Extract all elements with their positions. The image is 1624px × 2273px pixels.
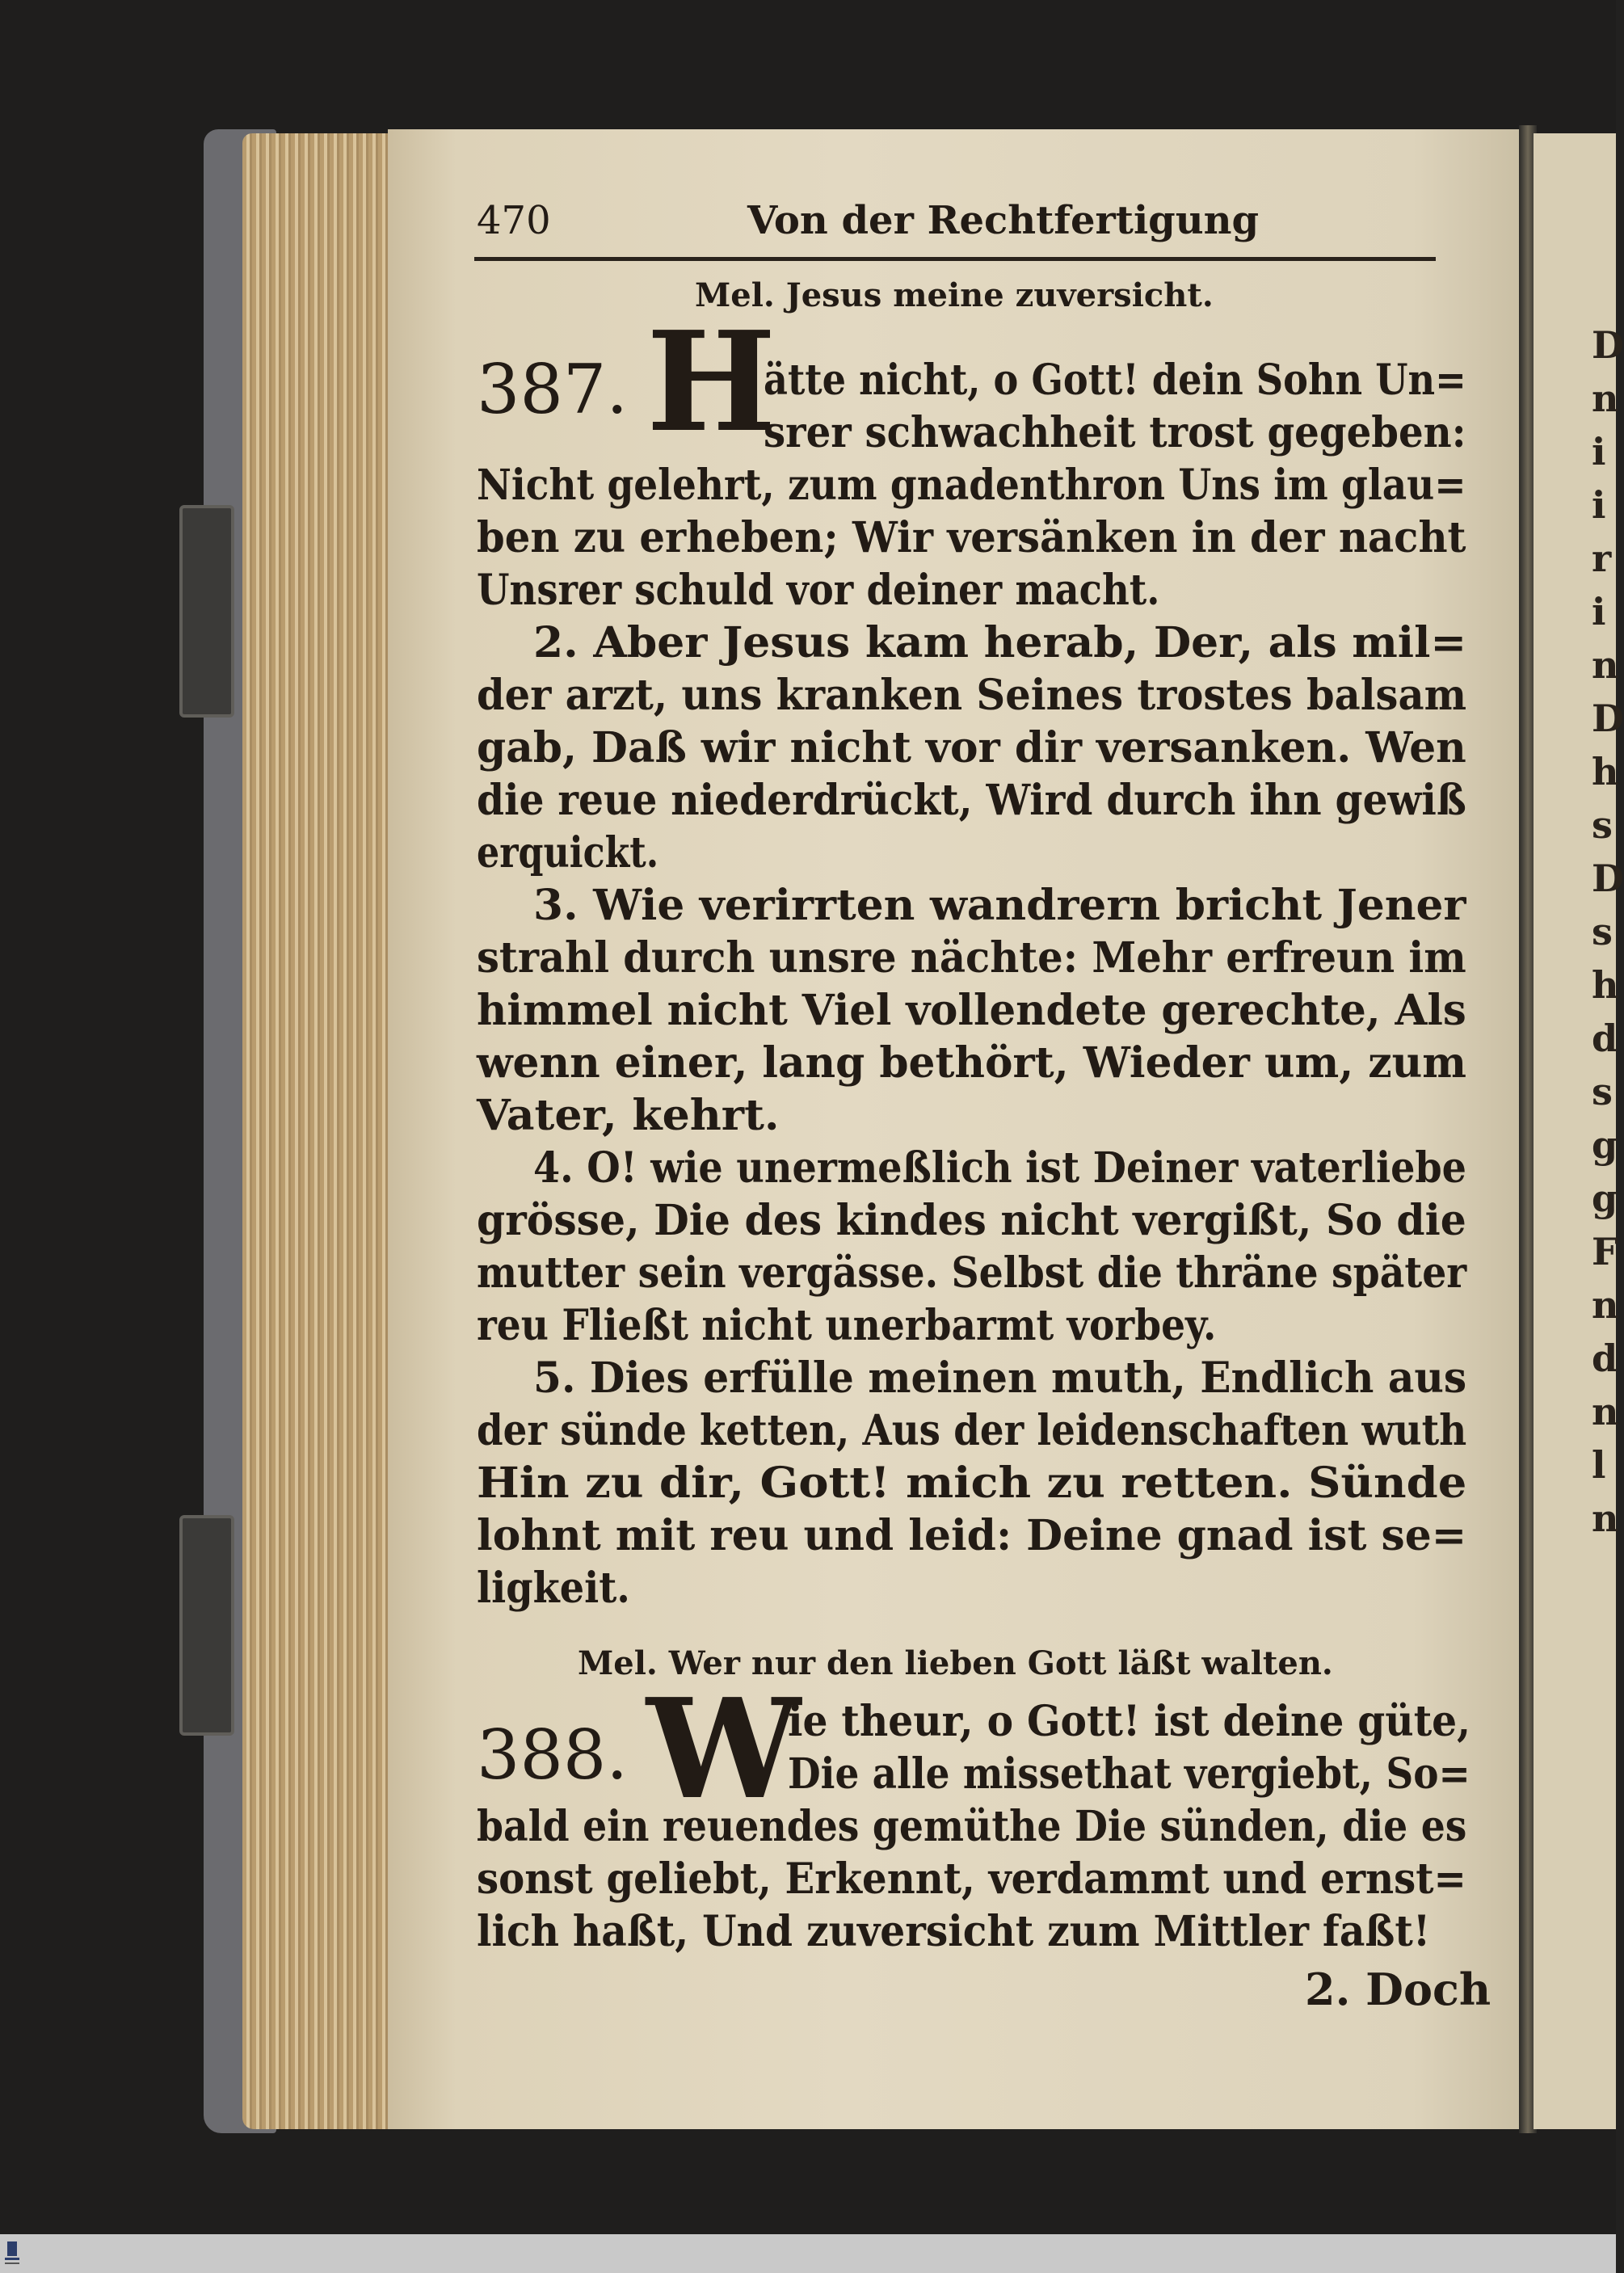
facing-page-letter: l — [1592, 1443, 1606, 1487]
verse-line: Unsrer schuld vor deiner macht. — [477, 566, 1160, 615]
verse-line: erquickt. — [477, 828, 659, 878]
catchword: 2. Doch — [1305, 1964, 1491, 2015]
facing-page-letter: n — [1592, 643, 1619, 687]
verse-line: srer schwachheit trost gegeben: — [764, 408, 1466, 457]
verse-line: lohnt mit reu und leid: Deine gnad ist se= — [477, 1511, 1467, 1560]
facing-page-letter: D — [1592, 857, 1624, 900]
facing-page-letter: n — [1592, 1283, 1619, 1327]
verse-line: der arzt, uns kranken Seines trostes balsam — [477, 671, 1467, 720]
verse-line: lich haßt, Und zuversicht zum Mittler faßt! — [477, 1907, 1431, 1956]
facing-page-letter: d — [1592, 1017, 1618, 1060]
hymn-number-388: 388. — [477, 1715, 629, 1795]
verse-line: grösse, Die des kindes nicht vergißt, So die — [477, 1196, 1466, 1245]
drop-cap-388: W — [646, 1669, 801, 1830]
hymn-388 — [477, 1669, 1475, 1980]
verse-line: ie theur, o Gott! ist deine güte, — [788, 1697, 1471, 1746]
verse-line: Vater, kehrt. — [477, 1091, 780, 1140]
verse-line: ätte nicht, o Gott! dein Sohn Un= — [764, 356, 1466, 405]
facing-page-letter: s — [1592, 803, 1613, 847]
facing-page-letter: h — [1592, 963, 1619, 1007]
verse-line: mutter sein vergässe. Selbst die thräne später — [477, 1248, 1467, 1298]
verse-line: Hin zu dir, Gott! mich zu retten. Sünde — [477, 1459, 1467, 1508]
facing-page-letter: F — [1592, 1230, 1618, 1273]
page-header — [477, 198, 1434, 255]
verse-line: 4. O! wie unermeßlich ist Deiner vaterliebe — [533, 1143, 1466, 1193]
page-edges — [242, 133, 408, 2129]
verse-line: gab, Daß wir nicht vor dir versanken. Wen — [477, 723, 1466, 772]
verse-line: die reue niederdrückt, Wird durch ihn gewiß — [477, 776, 1466, 825]
facing-page-letters — [1592, 323, 1624, 1550]
verse-line: ligkeit. — [477, 1564, 630, 1613]
facing-page-letter: i — [1592, 590, 1606, 633]
facing-page-letter: n — [1592, 1496, 1619, 1540]
clasp-upper — [179, 505, 234, 718]
facing-page-letter: d — [1592, 1336, 1618, 1380]
verse-line: Die alle missethat vergiebt, So= — [788, 1749, 1470, 1799]
facing-page-letter: r — [1592, 537, 1612, 580]
facing-page-letter: n — [1592, 377, 1619, 420]
header-rule — [474, 257, 1436, 261]
facing-page-letter: D — [1592, 697, 1624, 740]
clasp-lower — [179, 1515, 234, 1736]
hymn-387 — [477, 301, 1475, 1632]
facing-page-letter: s — [1592, 1070, 1613, 1113]
verse-line: wenn einer, lang bethört, Wieder um, zum — [477, 1038, 1467, 1088]
viewer-bottom-bar — [0, 2234, 1616, 2273]
facing-page-letter: g — [1592, 1123, 1618, 1167]
facing-page-letter: s — [1592, 910, 1613, 953]
verse-line: strahl durch unsre nächte: Mehr erfreun im — [477, 933, 1466, 983]
drop-cap-387: H — [646, 301, 776, 463]
facing-page-letter: D — [1592, 323, 1624, 367]
verse-line: der sünde ketten, Aus der leidenschaften wuth — [477, 1406, 1467, 1455]
verse-line: bald ein reuendes gemüthe Die sünden, die es — [477, 1802, 1467, 1851]
melody-388: Mel. Wer nur den lieben Gott läßt walten. — [578, 1644, 1333, 1682]
verse-line: reu Fließt nicht unerbarmt vorbey. — [477, 1301, 1217, 1350]
facing-page-letter: i — [1592, 483, 1606, 527]
facing-page-letter: g — [1592, 1176, 1618, 1220]
facing-page-letter: n — [1592, 1390, 1619, 1433]
verse-line: himmel nicht Viel vollendete gerechte, Als — [477, 986, 1466, 1035]
verse-line: sonst geliebt, Erkennt, verdammt und ernst= — [477, 1854, 1466, 1904]
verse-line: 5. Dies erfülle meinen muth, Endlich aus — [533, 1353, 1467, 1403]
verse-line: 3. Wie verirrten wandrern bricht Jener — [533, 881, 1466, 930]
page-number: 470 — [477, 198, 551, 243]
library-logo-icon — [3, 2240, 21, 2269]
hymn-number-387: 387. — [477, 350, 629, 429]
verse-line: Nicht gelehrt, zum gnadenthron Uns im glau= — [477, 461, 1466, 510]
running-title: Von der Rechtfertigung — [747, 198, 1260, 243]
verse-line: 2. Aber Jesus kam herab, Der, als mil= — [533, 618, 1467, 667]
facing-page-letter: i — [1592, 430, 1606, 474]
facing-page-letter: h — [1592, 750, 1619, 793]
verse-line: ben zu erheben; Wir versänken in der nacht — [477, 513, 1466, 562]
melody-387: Mel. Jesus meine zuversicht. — [695, 276, 1214, 314]
